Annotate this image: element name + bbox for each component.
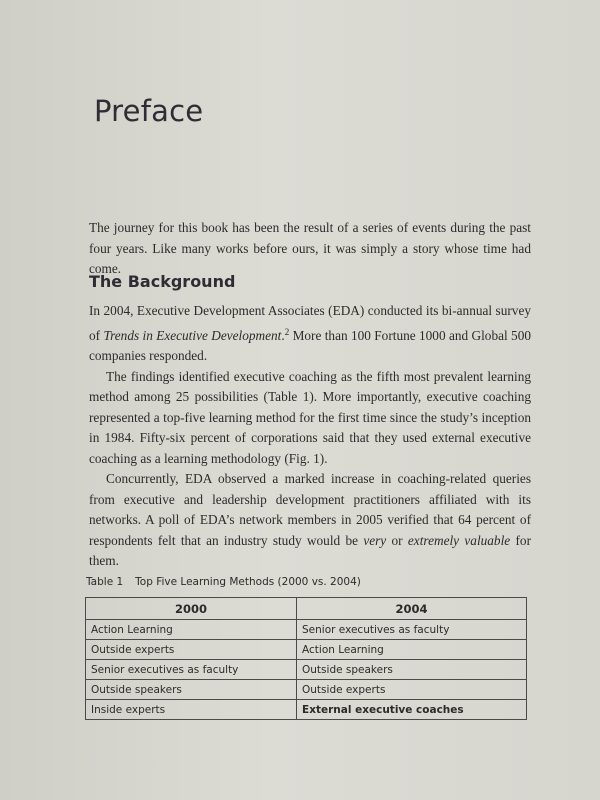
cell-2004: Outside speakers [297, 660, 527, 680]
learning-methods-table [85, 597, 527, 720]
cell-2000: Inside experts [86, 700, 297, 720]
table-caption [86, 576, 361, 588]
column-header-2000: 2000 [86, 598, 297, 620]
paragraph-3 [89, 469, 531, 572]
emphasis-very: very [363, 532, 387, 548]
paragraph-3-end: for them. [89, 532, 531, 568]
background-section [89, 301, 531, 572]
cell-2004: Action Learning [297, 640, 527, 660]
table-row [86, 620, 527, 640]
emphasis-extremely-valuable: extremely valuable [407, 532, 511, 548]
cell-2000: Outside speakers [86, 680, 297, 700]
paragraph-1-start: In 2004, Executive Development Associates (EDA) conducted its bi-annual survey of [89, 303, 531, 343]
cell-2000: Senior executives as faculty [86, 660, 297, 680]
paragraph-1: In 2004, Executive Development Associates (EDA) conducted its bi-annual survey of Trends in Executive Development.$^2$ More than 100 Fortune 1000 and Global 500 companies responded. [89, 303, 531, 363]
column-header-2004: 2004 [297, 598, 527, 620]
table-header-row [86, 598, 527, 620]
footnote-marker: 2 [284, 326, 290, 337]
paragraph-3-mid: or [386, 532, 408, 548]
section-heading: The Background [89, 272, 236, 291]
intro-paragraph: The journey for this book has been the result of a series of events during the past four years. Like many works before ours, it was simply a story whose time had come. [89, 220, 531, 276]
table-row [86, 700, 527, 720]
report-title: Trends in Executive Development [103, 327, 282, 343]
paragraph-2: The findings identified executive coaching as the fifth most prevalent learning method among 25 possibilities (Table 1). More importantly, executive coaching represented a top-five learning method for the first time since the study’s inception in 1984. Fifty-six percent of corporations said that they used external executive coaching as a learning methodology (Fig. 1). [89, 368, 531, 466]
chapter-title: Preface [94, 94, 204, 128]
table-caption-text: Top Five Learning Methods (2000 vs. 2004) [135, 576, 361, 588]
cell-2004: Outside experts [297, 680, 527, 700]
paragraph-3-start: Concurrently, EDA observed a marked increase in coaching-related queries from executive and leadership development practitioners affiliated with its networks. A poll of EDA’s network members in 2005 verified that 64 percent of respondents felt that an industry study would be [89, 471, 531, 548]
table-row [86, 660, 527, 680]
table-number: Table 1 [86, 576, 124, 588]
cell-2004-highlight: External executive coaches [297, 700, 527, 720]
paragraph-1-end: More than 100 Fortune 1000 and Global 500 companies responded. [89, 327, 531, 363]
cell-2004: Senior executives as faculty [297, 620, 527, 640]
cell-2000: Action Learning [86, 620, 297, 640]
table-row [86, 680, 527, 700]
cell-2000: Outside experts [86, 640, 297, 660]
table-row [86, 640, 527, 660]
